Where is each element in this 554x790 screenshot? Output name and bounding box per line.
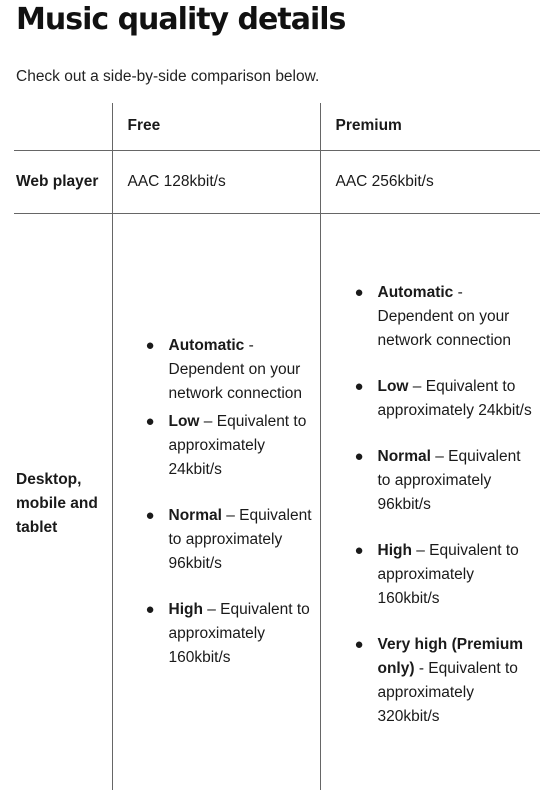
free-quality-list — [113, 334, 320, 670]
list-item — [145, 598, 316, 670]
bullet-icon: ● — [354, 448, 364, 466]
list-item — [354, 539, 533, 611]
quality-name: Normal — [377, 448, 431, 466]
header-premium: Premium — [335, 117, 402, 135]
quality-description: - Dependent on your network connection — [168, 336, 303, 402]
quality-name: Automatic — [168, 336, 245, 354]
quality-name: High — [168, 600, 203, 618]
quality-name: Normal — [168, 506, 222, 524]
intro-text: Check out a side-by-side comparison below. — [16, 68, 320, 85]
quality-description: – Equivalent to approximately 96kbit/s — [168, 506, 312, 572]
bullet-icon: ● — [354, 542, 364, 560]
bullet-icon: ● — [145, 336, 155, 354]
quality-description: – Equivalent to approximately 160kbit/s — [168, 600, 310, 666]
quality-description: – Equivalent to approximately 24kbit/s — [168, 412, 307, 478]
quality-name: Very high (Premium only) — [377, 636, 524, 678]
table-row-desktop — [14, 213, 540, 790]
quality-description: – Equivalent to approximately 24kbit/s — [377, 378, 532, 420]
list-item — [354, 375, 533, 423]
list-item — [354, 445, 533, 517]
quality-description: - Equivalent to approximately 320kbit/s — [377, 660, 518, 726]
table-row-web-player — [14, 150, 540, 213]
quality-name: High — [377, 542, 412, 560]
list-item — [145, 410, 316, 482]
quality-name: Automatic — [377, 284, 454, 302]
desktop-free — [112, 213, 320, 790]
quality-name: Low — [377, 378, 409, 396]
list-item — [354, 633, 533, 729]
premium-quality-list — [321, 281, 541, 729]
bullet-icon: ● — [145, 506, 155, 524]
bullet-icon: ● — [145, 412, 155, 430]
bullet-icon: ● — [145, 600, 155, 618]
list-item — [145, 504, 316, 576]
bullet-icon: ● — [354, 378, 364, 396]
quality-description: - Dependent on your network connection — [377, 284, 512, 350]
bullet-icon: ● — [354, 284, 364, 302]
row-label-desktop: Desktop, mobile and tablet — [14, 213, 112, 790]
header-free: Free — [112, 103, 320, 150]
list-item — [145, 334, 316, 406]
list-item — [354, 281, 533, 353]
page-title: Music quality details — [16, 2, 346, 37]
quality-name: Low — [168, 412, 200, 430]
web-player-premium: AAC 256kbit/s — [335, 172, 434, 190]
row-label-web-player: Web player — [14, 150, 112, 213]
bullet-icon: ● — [354, 636, 364, 654]
quality-description: – Equivalent to approximately 96kbit/s — [377, 448, 521, 514]
web-player-free: AAC 128kbit/s — [112, 150, 320, 213]
header-empty — [14, 103, 112, 150]
table-header-row — [14, 103, 540, 150]
desktop-premium — [320, 213, 540, 790]
quality-description: – Equivalent to approximately 160kbit/s — [377, 542, 519, 608]
comparison-table — [14, 103, 540, 790]
